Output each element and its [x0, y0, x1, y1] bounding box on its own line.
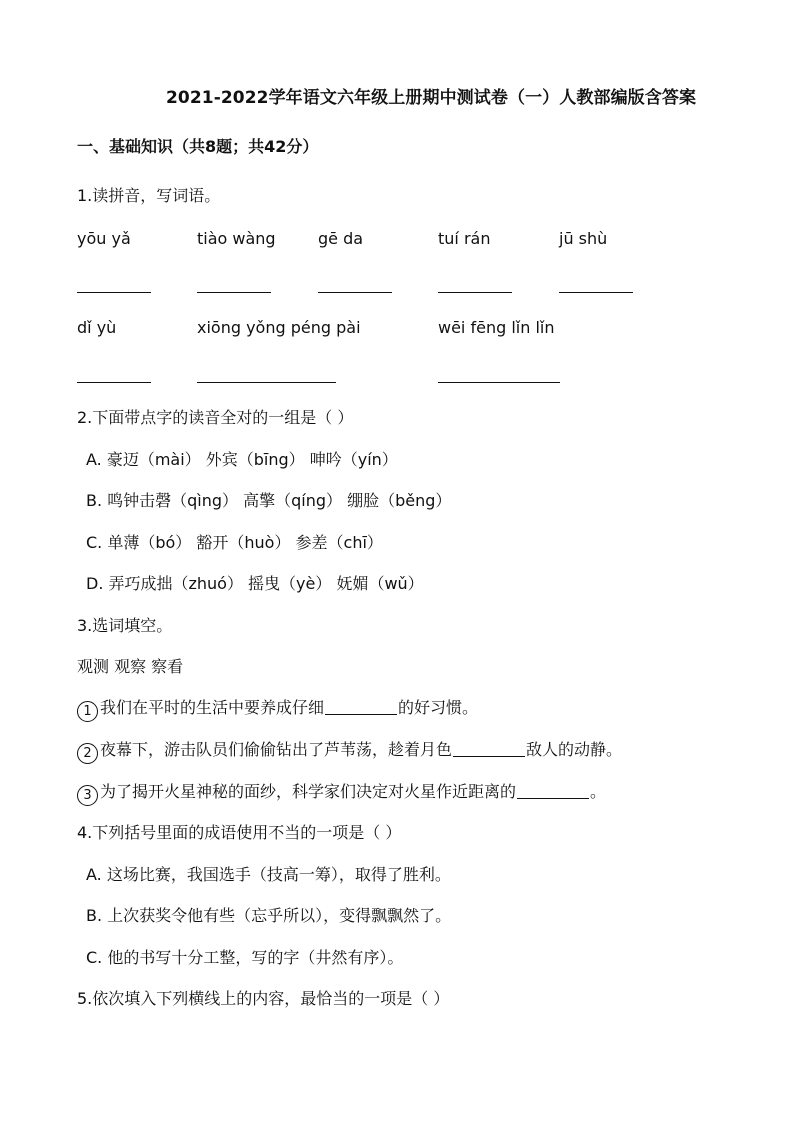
- answer-blank[interactable]: [438, 292, 512, 293]
- question-3-stem: 3.选词填空。: [77, 616, 173, 635]
- option-b[interactable]: B. 鸣钟击磬（qìng） 高擎（qíng） 绷脸（běng）: [86, 491, 452, 510]
- answer-blank[interactable]: [77, 292, 151, 293]
- fill-item-before: 为了揭开火星神秘的面纱，科学家们决定对火星作近距离的: [100, 782, 517, 801]
- answer-blank[interactable]: [438, 382, 560, 383]
- answer-blank[interactable]: [77, 382, 151, 383]
- answer-blank[interactable]: [453, 756, 525, 757]
- option-c[interactable]: C. 单薄（bó） 豁开（huò） 参差（chī）: [86, 533, 383, 552]
- fill-item-before: 我们在平时的生活中要养成仔细: [100, 698, 325, 717]
- fill-item-after: 的好习惯。: [398, 698, 479, 717]
- option-a[interactable]: A. 豪迈（mài） 外宾（bīng） 呻吟（yín）: [86, 450, 398, 469]
- answer-blank[interactable]: [559, 292, 633, 293]
- answer-blank[interactable]: [197, 382, 336, 383]
- page-title: 2021-2022学年语文六年级上册期中测试卷（一）人教部编版含答案: [166, 88, 697, 108]
- pinyin-item: tiào wàng: [197, 229, 276, 248]
- answer-blank[interactable]: [197, 292, 271, 293]
- pinyin-item: jū shù: [559, 229, 608, 248]
- number-circle: 2: [77, 743, 98, 764]
- answer-blank[interactable]: [325, 714, 397, 715]
- answer-blank[interactable]: [517, 798, 589, 799]
- option-d[interactable]: D. 弄巧成拙（zhuó） 摇曳（yè） 妩媚（wǔ）: [86, 574, 424, 593]
- answer-blank[interactable]: [318, 292, 392, 293]
- fill-item-after: 敌人的动静。: [526, 740, 623, 759]
- number-circle: 1: [77, 701, 98, 722]
- pinyin-item: tuí rán: [438, 229, 491, 248]
- pinyin-item: wēi fēng lǐn lǐn: [438, 318, 555, 337]
- fill-item-2: [77, 741, 622, 764]
- question-4-stem: 4.下列括号里面的成语使用不当的一项是（ ）: [77, 823, 402, 842]
- pinyin-item: dǐ yù: [77, 318, 117, 337]
- pinyin-item: yōu yǎ: [77, 229, 131, 248]
- word-choices: 观测 观察 察看: [77, 657, 184, 676]
- question-5-stem: 5.依次填入下列横线上的内容，最恰当的一项是（ ）: [77, 989, 450, 1008]
- fill-item-1: [77, 699, 478, 722]
- fill-item-3: [77, 783, 606, 806]
- pinyin-item: gē da: [318, 229, 364, 248]
- option-b[interactable]: B. 上次获奖令他有些（忘乎所以），变得飘飘然了。: [86, 906, 452, 925]
- question-2-stem: 2.下面带点字的读音全对的一组是（ ）: [77, 408, 354, 427]
- fill-item-after: 。: [590, 782, 607, 801]
- option-c[interactable]: C. 他的书写十分工整，写的字（井然有序）。: [86, 948, 404, 967]
- section-heading: 一、基础知识（共8题；共42分）: [77, 137, 319, 156]
- fill-item-before: 夜幕下，游击队员们偷偷钻出了芦苇荡，趁着月色: [100, 740, 453, 759]
- option-a[interactable]: A. 这场比赛，我国选手（技高一筹），取得了胜利。: [86, 865, 451, 884]
- pinyin-item: xiōng yǒng péng pài: [197, 318, 361, 337]
- number-circle: 3: [77, 785, 98, 806]
- question-1-stem: 1.读拼音，写词语。: [77, 186, 221, 205]
